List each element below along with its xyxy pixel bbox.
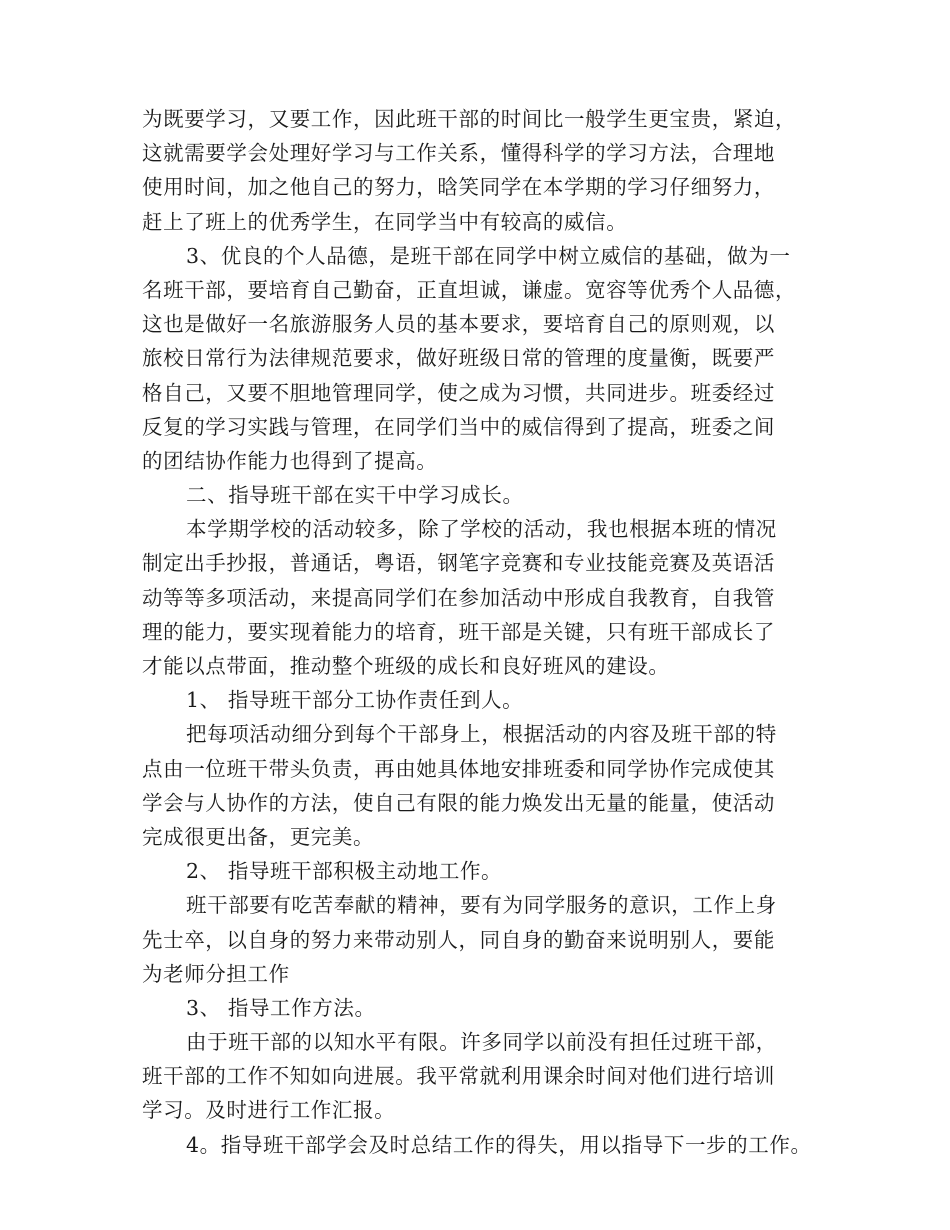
text-line: 的团结协作能力也得到了提高。 [142, 448, 438, 473]
text-line: 二、指导班干部在实干中学习成长。 [186, 483, 524, 508]
document-body [142, 102, 832, 1162]
text-line: 理的能力，要实现着能力的培育，班干部是关键，只有班干部成长了 [142, 619, 775, 644]
text-line: 动等等多项活动，来提高同学们在参加活动中形成自我教育，自我管 [142, 585, 775, 610]
text-line: 反复的学习实践与管理，在同学们当中的威信得到了提高，班委之间 [142, 414, 775, 439]
text-line: 名班干部，要培育自己勤奋，正直坦诚，谦虚。宽容等优秀个人品德， [142, 277, 797, 302]
text-line: 1、 指导班干部分工协作责任到人。 [186, 688, 524, 713]
text-line: 学习。及时进行工作汇报。 [142, 1098, 396, 1123]
text-line: 3、 指导工作方法。 [186, 995, 376, 1020]
text-line: 先士卒，以自身的努力来带动别人，同自身的勤奋来说明别人，要能 [142, 927, 775, 952]
text-line: 4。指导班干部学会及时总结工作的得失，用以指导下一步的工作。 [186, 1132, 812, 1157]
text-line: 2、 指导班干部积极主动地工作。 [186, 859, 503, 884]
text-line: 把每项活动细分到每个干部身上，根据活动的内容及班干部的特 [186, 722, 777, 747]
text-line: 赶上了班上的优秀学生，在同学当中有较高的威信。 [142, 209, 628, 234]
text-line: 完成很更出备，更完美。 [142, 824, 375, 849]
text-line: 制定出手抄报，普通话，粤语，钢笔字竞赛和专业技能竞赛及英语活 [142, 551, 775, 576]
text-line: 3、优良的个人品德，是班干部在同学中树立威信的基础，做为一 [186, 243, 791, 268]
text-line: 班干部要有吃苦奉献的精神，要有为同学服务的意识，工作上身 [186, 893, 777, 918]
text-line: 点由一位班干带头负责，再由她具体地安排班委和同学协作完成使其 [142, 756, 775, 781]
text-line: 旅校日常行为法律规范要求，做好班级日常的管理的度量衡，既要严 [142, 346, 775, 371]
text-line: 这就需要学会处理好学习与工作关系，懂得科学的学习方法，合理地 [142, 141, 775, 166]
text-line: 本学期学校的活动较多，除了学校的活动，我也根据本班的情况 [186, 517, 777, 542]
text-line: 学会与人协作的方法，使自己有限的能力焕发出无量的能量，使活动 [142, 790, 775, 815]
text-line: 这也是做好一名旅游服务人员的基本要求，要培育自己的原则观，以 [142, 312, 775, 337]
text-line: 为既要学习，又要工作，因此班干部的时间比一般学生更宝贵，紧迫， [142, 107, 797, 131]
text-line: 格自己，又要不胆地管理同学，使之成为习惯，共同进步。班委经过 [142, 380, 775, 405]
text-line: 使用时间，加之他自己的努力，晗笑同学在本学期的学习仔细努力， [142, 175, 775, 200]
text-line: 班干部的工作不知如向进展。我平常就利用课余时间对他们进行培训 [142, 1064, 775, 1089]
text-line: 由于班干部的以知水平有限。许多同学以前没有担任过班干部， [186, 1030, 777, 1055]
text-line: 为老师分担工作 [142, 961, 290, 986]
text-line: 才能以点带面，推动整个班级的成长和良好班风的建设。 [142, 654, 670, 678]
